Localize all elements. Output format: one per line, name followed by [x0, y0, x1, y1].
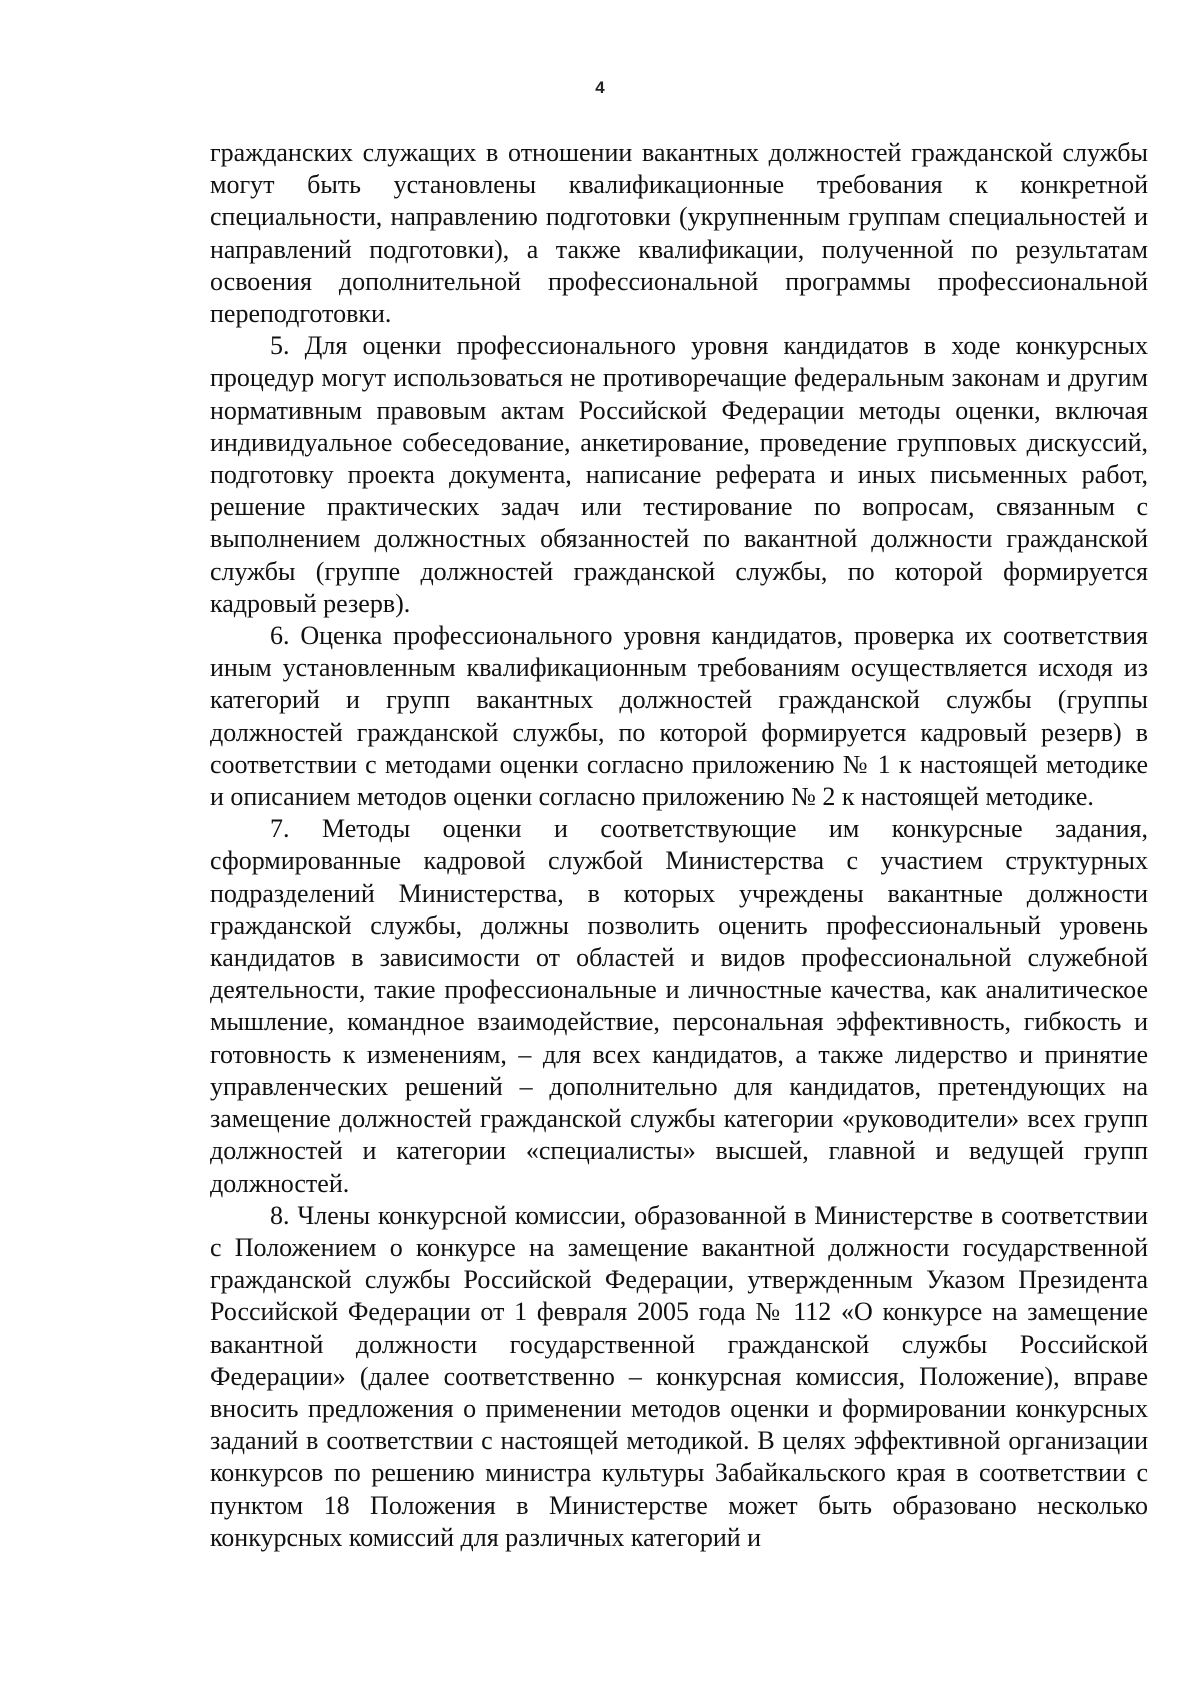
paragraph-item-5: 5. Для оценки профессионального уровня кандидатов в ходе конкурсных процедур могут использоваться не противоречащие федеральным законам и другим нормативным правовым актам Российской Федерации методы оценки, включая индивидуальное собеседование, анкетирование, проведение групповых дискуссий, подготовку проекта документа, написание реферата и иных письменных работ, решение практических задач или тестирование по вопросам, связанным с выполнением должностных обязанностей по вакантной должности гражданской службы (группе должностей гражданской службы, по которой формируется кадровый резерв).: [210, 331, 1148, 618]
paragraph-item-7: 7. Методы оценки и соответствующие им конкурсные задания, сформированные кадровой службой Министерства с участием структурных подразделений Министерства, в которых учреждены вакантные должности гражданской службы, должны позволить оценить профессиональный уровень кандидатов в зависимости от областей и видов профессиональной служебной деятельности, такие профессиональные и личностные качества, как аналитическое мышление, командное взаимодействие, персональная эффективность, гибкость и готовность к изменениям, – для всех кандидатов, а также лидерство и принятие управленческих решений – дополнительно для кандидатов, претендующих на замещение должностей гражданской службы категории «руководители» всех групп должностей и категории «специалисты» высшей, главной и ведущей групп должностей.: [210, 814, 1148, 1198]
document-body: [210, 137, 1148, 1554]
paragraph-item-6: 6. Оценка профессионального уровня кандидатов, проверка их соответствия иным установленным квалификационным требованиям осуществляется исходя из категорий и групп вакантных должностей гражданской службы (группы должностей гражданской службы, по которой формируется кадровый резерв) в соответствии с методами оценки согласно приложению № 1 к настоящей методике и описанием методов оценки согласно приложению № 2 к настоящей методике.: [210, 621, 1148, 812]
page-number: 4: [595, 78, 605, 97]
paragraph-continuation: гражданских служащих в отношении вакантных должностей гражданской службы могут быть установлены квалификационные требования к конкретной специальности, направлению подготовки (укрупненным группам специальностей и направлений подготовки), а также квалификации, полученной по результатам освоения дополнительной профессиональной программы профессиональной переподготовки.: [210, 138, 1148, 329]
paragraph-item-8: 8. Члены конкурсной комиссии, образованной в Министерстве в соответствии с Положением о конкурсе на замещение вакантной должности государственной гражданской службы Российской Федерации, утвержденным Указом Президента Российской Федерации от 1 февраля 2005 года № 112 «О конкурсе на замещение вакантной должности государственной гражданской службы Российской Федерации» (далее соответственно – конкурсная комиссия, Положение), вправе вносить предложения о применении методов оценки и формировании конкурсных заданий в соответствии с настоящей методикой. В целях эффективной организации конкурсов по решению министра культуры Забайкальского края в соответствии с пунктом 18 Положения в Министерстве может быть образовано несколько конкурсных комиссий для различных категорий и: [210, 1200, 1148, 1552]
